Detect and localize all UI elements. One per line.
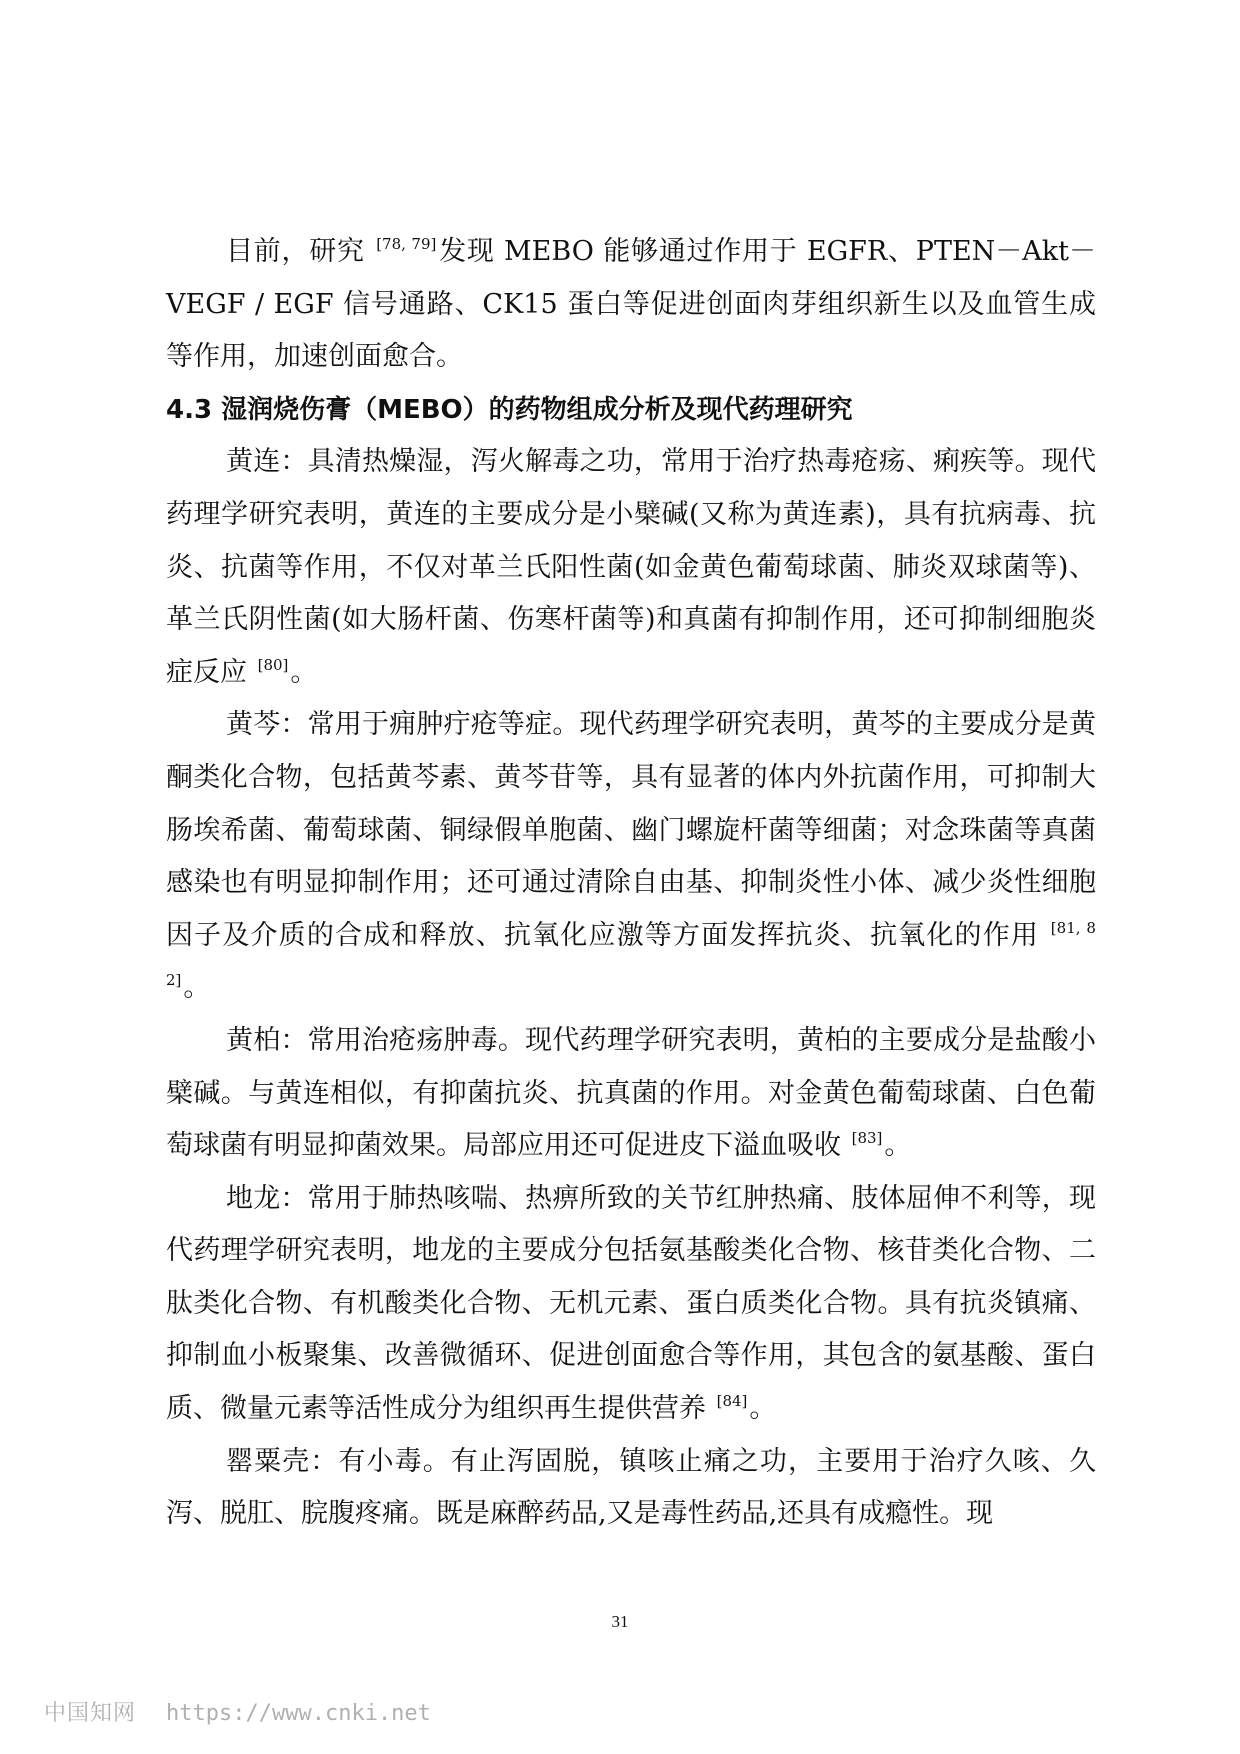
citation-ref: [78, 79] bbox=[376, 235, 437, 253]
paragraph-text: 。 bbox=[183, 972, 211, 1004]
paragraph-huanglian bbox=[166, 436, 1096, 699]
paragraph-dilong bbox=[166, 1173, 1096, 1436]
body-text bbox=[166, 226, 1096, 1541]
cnki-watermark bbox=[44, 1696, 431, 1727]
paragraph-text: 。 bbox=[884, 1130, 912, 1162]
paragraph-text: 目前，研究 bbox=[226, 236, 375, 267]
paragraph-huangqin bbox=[166, 699, 1096, 1015]
section-heading: 4.3 湿润烧伤膏（MEBO）的药物组成分析及现代药理研究 bbox=[166, 394, 853, 425]
paragraph-huangbai bbox=[166, 1015, 1096, 1173]
citation-ref: [84] bbox=[716, 1392, 748, 1411]
paragraph-text: 地龙：常用于肺热咳喘、热痹所致的关节红肿热痛、肢体屈伸不利等，现代药理学研究表明，地龙的主要成分包括氨基酸类化合物、核苷类化合物、二肽类化合物、有机酸类化合物、无机元素、蛋白质类化合物。具有抗炎镇痛、抑制血小板聚集、改善微循环、促进创面愈合等作用，其包含的氨基酸、蛋白质、微量元素等活性成分为组织再生提供营养 bbox=[166, 1182, 1096, 1425]
paragraph-text: 发现 MEBO 能够通过作用于 EGFR、PTEN－Akt－VEGF / EGF 信号通路、CK15 蛋白等促进创面肉芽组织新生以及血管生成等作用，加速创面愈合。 bbox=[166, 236, 1096, 373]
watermark-logo: 中国知网 bbox=[44, 1701, 137, 1726]
paragraph-yingsuke: 罂粟壳：有小毒。有止泻固脱，镇咳止痛之功，主要用于治疗久咳、久泻、脱肛、脘腹疼痛。既是麻醉药品,又是毒性药品,还具有成瘾性。现 bbox=[166, 1445, 1096, 1530]
paragraph-text: 黄芩：常用于痈肿疔疮等症。现代药理学研究表明，黄芩的主要成分是黄酮类化合物，包括黄芩素、黄芩苷等，具有显著的体内外抗菌作用，可抑制大肠埃希菌、葡萄球菌、铜绿假单胞菌、幽门螺旋杆菌等细菌；对念珠菌等真菌感染也有明显抑制作用；还可通过清除自由基、抑制炎性小体、减少炎性细胞因子及介质的合成和释放、抗氧化应激等方面发挥抗炎、抗氧化的作用 bbox=[166, 709, 1096, 951]
paragraph-text: 。 bbox=[749, 1393, 777, 1425]
citation-ref: [83] bbox=[851, 1129, 883, 1148]
page-number: 31 bbox=[611, 1612, 629, 1631]
paragraph-mebo-mechanism bbox=[166, 226, 1096, 384]
watermark-url: https://www.cnki.net bbox=[166, 1701, 431, 1726]
paragraph-text: 黄连：具清热燥湿，泻火解毒之功，常用于治疗热毒疮疡、痢疾等。现代药理学研究表明，黄连的主要成分是小檗碱(又称为黄连素)，具有抗病毒、抗炎、抗菌等作用，不仅对革兰氏阳性菌(如金黄色葡萄球菌、肺炎双球菌等)、革兰氏阴性菌(如大肠杆菌、伤寒杆菌等)和真菌有抑制作用，还可抑制细胞炎症反应 bbox=[166, 446, 1096, 688]
paragraph-text: 黄柏：常用治疮疡肿毒。现代药理学研究表明，黄柏的主要成分是盐酸小檗碱。与黄连相似，有抑菌抗炎、抗真菌的作用。对金黄色葡萄球菌、白色葡萄球菌有明显抑菌效果。局部应用还可促进皮下溢血吸收 bbox=[166, 1024, 1096, 1162]
citation-ref: [81, 82] bbox=[166, 918, 1096, 990]
citation-ref: [80] bbox=[257, 655, 289, 674]
paragraph-text: 。 bbox=[290, 656, 318, 688]
